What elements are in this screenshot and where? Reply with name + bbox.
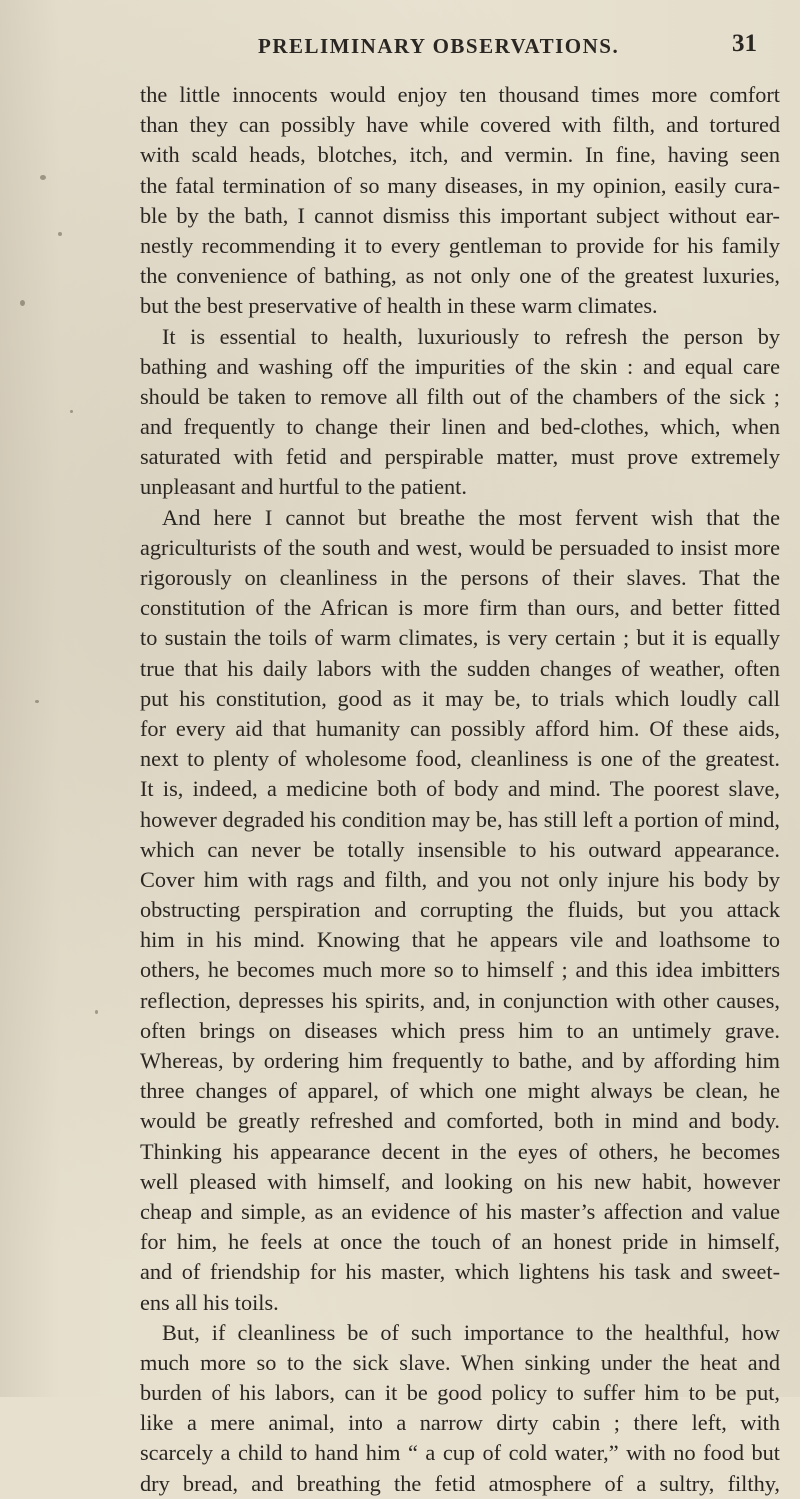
text-line: three changes of apparel, of which one might always be clean, he	[140, 1078, 780, 1104]
text-line: however degraded his condition may be, has still left a portion of mind,	[140, 806, 780, 832]
text-line: rigorously on cleanliness in the persons of their slaves. That the	[140, 565, 780, 590]
text-line: saturated with fetid and perspirable matter, must prove extremely	[140, 444, 780, 470]
text-line: him in his mind. Knowing that he appears vile and loathsome to	[140, 927, 780, 953]
text-line: others, he becomes much more so to himself ; and this idea imbitters	[140, 957, 780, 983]
text-line: Cover him with rags and filth, and you not only injure his body by	[140, 866, 780, 892]
page-header	[0, 14, 800, 58]
text-line: the little innocents would enjoy ten thousand times more comfort	[140, 82, 780, 107]
text-line: with scald heads, blotches, itch, and vermin. In fine, having seen	[140, 142, 780, 168]
text-line: agriculturists of the south and west, would be persuaded to insist more	[140, 534, 780, 560]
text-line: for him, he feels at once the touch of an honest pride in himself,	[140, 1229, 780, 1255]
text-line: unpleasant and hurtful to the patient.	[140, 474, 467, 500]
text-line: and of friendship for his master, which lightens his task and sweet-	[140, 1259, 780, 1285]
text-line: often brings on diseases which press him to an untimely grave.	[140, 1017, 780, 1043]
text-line: nestly recommending it to every gentleman to provide for his family	[140, 232, 780, 258]
text-line: the convenience of bathing, as not only one of the greatest luxuries,	[140, 263, 780, 289]
text-line: but the best preservative of health in these warm climates.	[140, 293, 658, 319]
text-line: constitution of the African is more firm than ours, and better fitted	[140, 595, 780, 621]
text-line: the fatal termination of so many diseases, in my opinion, easily cura-	[140, 172, 780, 198]
text-line: It is essential to health, luxuriously to refresh the person by	[162, 323, 780, 349]
text-line: than they can possibly have while covered with filth, and tortured	[140, 112, 780, 138]
text-line: to sustain the toils of warm climates, is very certain ; but it is equally	[140, 625, 780, 651]
text-line: cheap and simple, as an evidence of his master’s affection and value	[140, 1198, 780, 1224]
text-line: ens all his toils.	[140, 1289, 279, 1315]
text-line: which can never be totally insensible to his outward appearance.	[140, 836, 780, 862]
text-line: for every aid that humanity can possibly afford him. Of these aids,	[140, 715, 780, 741]
text-line: well pleased with himself, and looking on his new habit, however	[140, 1168, 780, 1194]
text-line: like a mere animal, into a narrow dirty cabin ; there left, with	[140, 1410, 780, 1436]
text-line: And here I cannot but breathe the most fervent wish that the	[162, 504, 780, 530]
margin-stains	[0, 0, 130, 1397]
body-text	[140, 80, 780, 1499]
text-line: It is, indeed, a medicine both of body and mind. The poorest slave,	[140, 776, 780, 802]
text-line: Whereas, by ordering him frequently to bathe, and by affording him	[140, 1048, 780, 1073]
text-line: obstructing perspiration and corrupting the fluids, but you attack	[140, 897, 780, 923]
text-line: Thinking his appearance decent in the eyes of others, he becomes	[140, 1138, 780, 1164]
running-head: PRELIMINARY OBSERVATIONS.	[258, 34, 620, 58]
text-line: true that his daily labors with the sudden changes of weather, often	[140, 655, 780, 681]
text-line: burden of his labors, can it be good policy to suffer him to be put,	[140, 1380, 780, 1406]
page-number: 31	[732, 30, 757, 57]
text-line: and frequently to change their linen and bed-clothes, which, when	[140, 414, 780, 440]
text-line: bathing and washing off the impurities of the skin : and equal care	[140, 353, 780, 379]
text-line: should be taken to remove all filth out of the chambers of the sick ;	[140, 383, 780, 409]
text-line: would be greatly refreshed and comforted, both in mind and body.	[140, 1108, 780, 1134]
text-line: reflection, depresses his spirits, and, in conjunction with other causes,	[140, 987, 780, 1013]
text-line: next to plenty of wholesome food, cleanliness is one of the greatest.	[140, 746, 780, 772]
text-line: scarcely a child to hand him “ a cup of cold water,” with no food but	[140, 1440, 780, 1466]
text-line: much more so to the sick slave. When sinking under the heat and	[140, 1349, 780, 1375]
text-line: ble by the bath, I cannot dismiss this important subject without ear-	[140, 202, 780, 228]
text-line: dry bread, and breathing the fetid atmosphere of a sultry, filthy,	[140, 1470, 780, 1496]
text-line: But, if cleanliness be of such importance to the healthful, how	[162, 1319, 780, 1345]
text-line: put his constitution, good as it may be, to trials which loudly call	[140, 685, 780, 711]
